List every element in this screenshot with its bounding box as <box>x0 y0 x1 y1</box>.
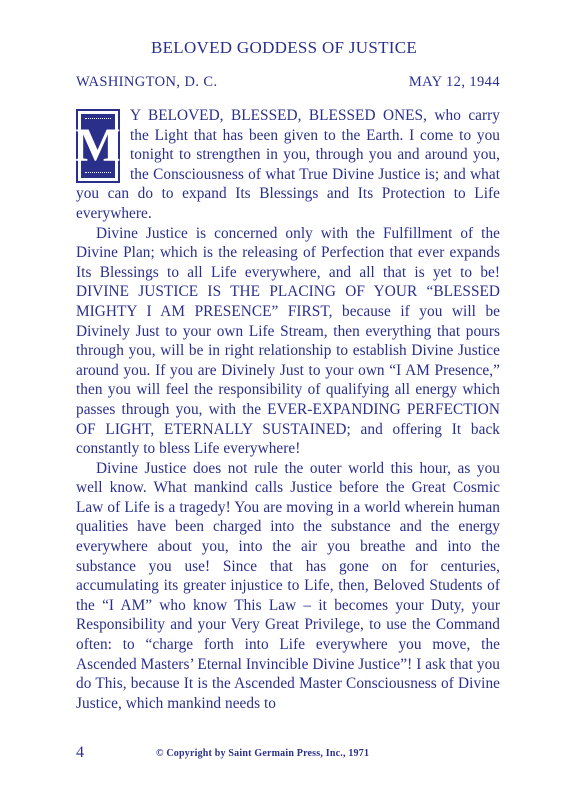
paragraph-2: Divine Justice is concerned only with the Fulfillment of the Divine Plan; which is the releasing of Perfection that ever expands Its Blessings to all Life everywhere, and all that is yet to be! DIVINE JUSTICE IS THE PLACING OF YOUR “BLESSED MIGHTY I AM PRESENCE” FIRST, because if you will be Divinely Just to your own Life Stream, then everything that pours through you, will be in right relationship to establish Divine Justice around you. If you are Divinely Just to your own “I AM Presence,” then you will feel the responsibility of qualifying all energy which passes through you, with the EVER-EXPANDING PERFECTION OF LIGHT, ETERNALLY SUSTAINED; and offering It back constantly to bless Life everywhere! <box>76 224 500 458</box>
copyright-notice: © Copyright by Saint Germain Press, Inc., 1971 <box>156 747 370 759</box>
page-number: 4 <box>76 744 84 761</box>
paragraph-1: Y BELOVED, BLESSED, BLESSED ONES, who carry the Light that has been given to the Earth. I come to you tonight to strengthen in you, through you and around you, the Consciousness of what True Divine Justice is; and what you can do to expand Its Blessings and Its Protection to Life everywhere. <box>76 107 500 222</box>
location: WASHINGTON, D. C. <box>76 74 218 90</box>
page-footer <box>76 744 500 762</box>
date: MAY 12, 1944 <box>408 74 500 90</box>
drop-cap-letter: M <box>81 114 115 178</box>
body-text <box>76 106 500 713</box>
dateline <box>76 74 500 91</box>
paragraph-3: Divine Justice does not rule the outer world this hour, as you well know. What mankind calls Justice before the Great Cosmic Law of Life is a tragedy! You are moving in a world wherein human qualities have been charged into the substance and the energy everywhere about you, into the air you breathe and into the substance you use! Since that has gone on for centuries, accumulating its greater injustice to Life, then, Beloved Students of the “I AM” who know This Law – it becomes your Duty, your Responsibility and your Very Great Privilege, to use the Command often: to “charge forth into Life everywhere you move, the Ascended Masters’ Eternal Invincible Divine Justice”! I ask that you do This, because It is the Ascended Master Consciousness of Divine Justice, which mankind needs to <box>76 459 500 712</box>
page-title: BELOVED GODDESS OF JUSTICE <box>150 38 418 57</box>
drop-cap-ornament <box>76 109 120 183</box>
